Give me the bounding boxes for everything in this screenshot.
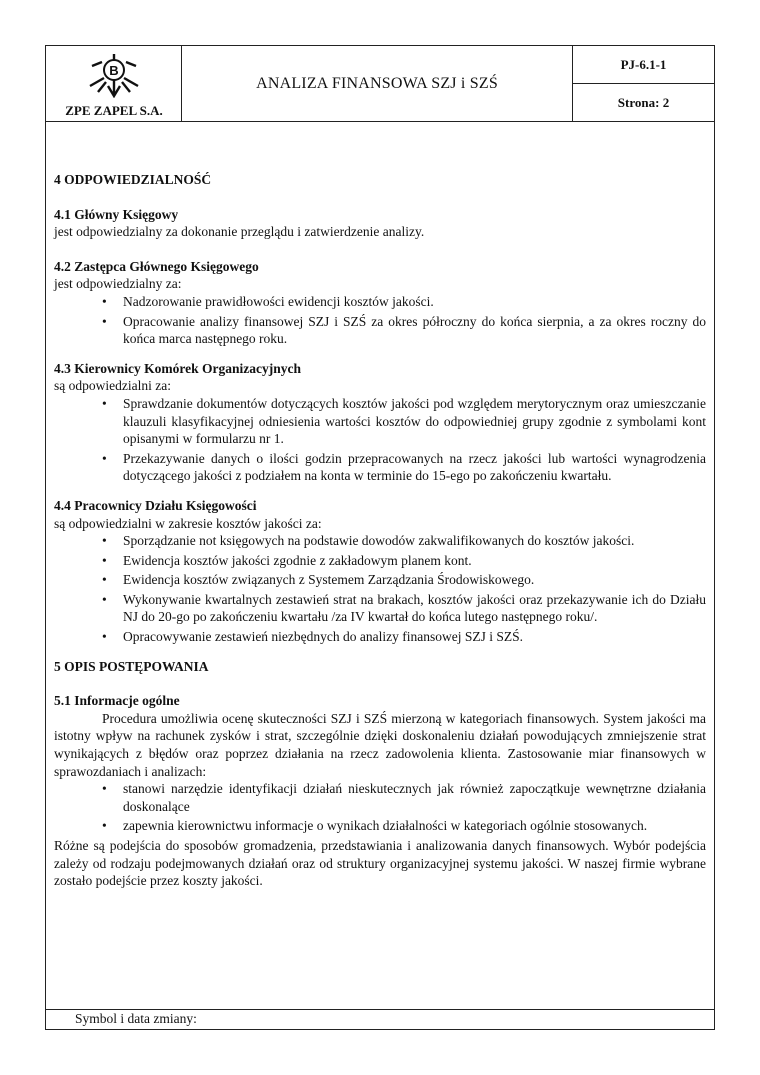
document-title: ANALIZA FINANSOWA SZJ i SZŚ (256, 74, 498, 92)
company-name: ZPE ZAPEL S.A. (65, 103, 163, 118)
bullet-icon: • (102, 395, 107, 411)
section-4-4-heading: 4.4 Pracownicy Działu Księgowości (54, 497, 257, 513)
section-4-heading: 4 ODPOWIEDZIALNOŚĆ (54, 172, 212, 187)
section-4-3-list (54, 395, 706, 485)
list-item: • Nadzorowanie prawidłowości ewidencji kosztów jakości. (102, 293, 434, 309)
bullet-icon: • (102, 818, 107, 834)
footer-divider (45, 1009, 715, 1010)
list-item: • Wykonywanie kwartalnych zestawień strat na brakach, kosztów jakości oraz przekazywanie ich do Działu NJ do 20-go po zakończeniu kwartału /za IV kwartał do końca lutego następnego roku/. (102, 591, 706, 625)
list-item: • stanowi narzędzie identyfikacji działań nieskutecznych jak również zapoczątkuje wewnętrzne działania doskonalące (102, 781, 706, 814)
change-symbol-label: Symbol i data zmiany: (75, 1011, 197, 1026)
logo-letter: B (109, 63, 119, 78)
list-item: • Opracowanie analizy finansowej SZJ i SZŚ za okres półroczny do końca sierpnia, a za okres roczny do końca marca następnego roku. (102, 313, 706, 347)
bullet-icon: • (102, 629, 107, 645)
list-item: • Opracowywanie zestawień niezbędnych do analizy finansowej SZJ i SZŚ. (102, 629, 524, 645)
list-item: • Przekazywanie danych o ilości godzin przepracowanych na rzecz jakości lub wartości wynagrodzenia dotyczącego jakości z podziałem na konta w terminie do 15-ego po zakończeniu kwartału. (102, 450, 706, 484)
list-item: • zapewnia kierownictwu informacje o wynikach działalności w kategoriach ogólnie stosowanych. (102, 818, 648, 834)
list-item: • Ewidencja kosztów związanych z Systemem Zarządzania Środowiskowego. (102, 572, 535, 588)
bullet-icon: • (102, 293, 107, 309)
company-logo-cell (46, 46, 182, 121)
list-item: • Ewidencja kosztów jakości zgodnie z zakładowym planem kont. (102, 552, 472, 568)
section-5-1-list (54, 780, 706, 835)
page-number: Strona: 2 (617, 94, 670, 110)
section-4-1-heading: 4.1 Główny Księgowy (54, 206, 179, 222)
bullet-icon: • (102, 450, 107, 466)
bullet-icon: • (102, 552, 107, 568)
document-body (54, 171, 706, 890)
zapel-logo-icon (84, 52, 144, 98)
list-item: • Sprawdzanie dokumentów dotyczących kosztów jakości pod względem merytorycznym oraz umieszczanie klauzuli klasyfikacyjnej odniesienia wartości kosztów do odpowiedniej grupy zgodnie z symbolami kont opisanymi w formularzu nr 1. (102, 395, 706, 447)
bullet-icon: • (102, 572, 107, 588)
section-4-4-list (54, 532, 706, 646)
bullet-icon: • (102, 313, 107, 329)
section-4-4-intro: są odpowiedzialni w zakresie kosztów jakości za: (54, 515, 322, 531)
section-4-3-intro: są odpowiedzialni za: (54, 378, 171, 394)
section-4-3-heading: 4.3 Kierownicy Komórek Organizacyjnych (54, 360, 301, 376)
document-code: PJ-6.1-1 (573, 46, 714, 84)
bullet-icon: • (102, 533, 107, 549)
bullet-icon: • (102, 781, 107, 797)
section-4-1-text: jest odpowiedzialny za dokonanie przeglądu i zatwierdzenie analizy. (54, 224, 425, 240)
section-4-2-heading: 4.2 Zastępca Głównego Księgowego (54, 258, 259, 274)
document-header (45, 45, 715, 122)
document-meta-cell (572, 46, 714, 121)
section-5-1-paragraph-1: Procedura umożliwia ocenę skuteczności SZJ i SZŚ mierzoną w kategoriach finansowych. System jakości ma istotny wpływ na rachunek zysków i strat, szczególnie dzięki doskonaleniu działań powodujących zmniejszenie strat wynikających z błędów oraz poprzez działania na rzecz zadowolenia klienta. Zastosowanie miar finansowych w sprawozdaniach i analizach: (54, 710, 706, 779)
section-5-heading: 5 OPIS POSTĘPOWANIA (54, 658, 209, 674)
section-4-2-list (54, 293, 706, 348)
section-4-2-intro: jest odpowiedzialny za: (54, 276, 182, 292)
section-5-1-paragraph-2: Różne są podejścia do sposobów gromadzenia, przedstawiania i analizowania danych finansowych. Wybór podejścia zależy od rodzaju podejmowanych działań oraz od struktury organizacyjnej systemu jakości. W naszej firmie wybrane zostało podejście przez koszty jakości. (54, 838, 706, 889)
list-item: • Sporządzanie not księgowych na podstawie dowodów zakwalifikowanych do kosztów jakości. (102, 533, 635, 549)
bullet-icon: • (102, 591, 107, 607)
section-5-1-heading: 5.1 Informacje ogólne (54, 693, 180, 709)
